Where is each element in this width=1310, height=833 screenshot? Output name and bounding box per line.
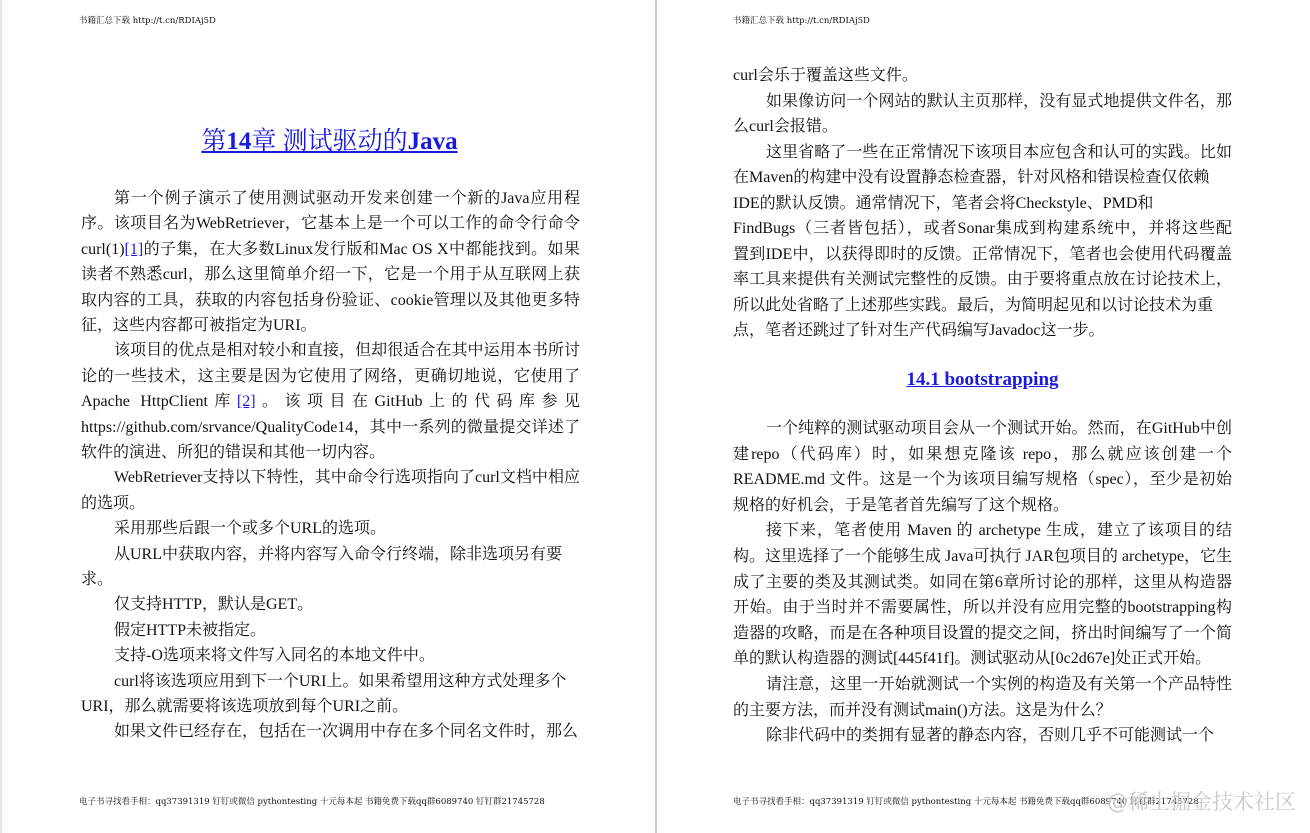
- text-segment: 假定HTTP未被指定。: [114, 621, 267, 639]
- section-heading[interactable]: 14.1 bootstrapping: [906, 369, 1059, 390]
- text-line: [114, 341, 580, 361]
- text-segment: 读者不熟悉curl，那么这里简单介绍一下，它是一个用于从互联网上获: [81, 266, 580, 284]
- text-line: [81, 392, 580, 412]
- text-line: [114, 545, 580, 565]
- text-segment: 请注意，这里一开始就测试一个实例的构造及有关第一个产品特性: [766, 676, 1232, 693]
- text-line: [733, 598, 1232, 618]
- chapter-title[interactable]: [2, 121, 657, 157]
- text-segment: 如果文件已经存在，包括在一次调用中存在多个同名文件时，那么: [114, 723, 579, 741]
- text-segment: 支持-O选项来将文件写入同名的本地文件中。: [114, 647, 435, 665]
- text-line: [733, 321, 1232, 341]
- text-line: [114, 595, 580, 615]
- footnote-link[interactable]: [1]: [124, 240, 144, 258]
- text-line: [81, 214, 580, 234]
- text-line: [766, 675, 1232, 695]
- text-segment: https://github.com/srvance/QualityCode14，其中一系列的微量提交详述了: [81, 418, 580, 436]
- page-header: 书籍汇总下载 http://t.cn/RDIAj5D: [733, 16, 870, 26]
- text-line: [81, 240, 580, 260]
- text-segment: 接下来，笔者使用 Maven 的 archetype 生成，建立了该项目的结: [766, 522, 1232, 540]
- text-segment: 么curl会报错。: [733, 118, 838, 135]
- title-number: 14: [226, 128, 252, 155]
- title-middle: 章 测试驱动的: [251, 128, 408, 155]
- text-line: [733, 547, 1232, 567]
- text-line: [733, 219, 1232, 239]
- text-segment: curl会乐于覆盖这些文件。: [733, 67, 918, 84]
- text-line: [114, 189, 580, 209]
- text-segment: 第一个例子演示了使用测试驱动开发来创建一个新的Java应用程: [114, 190, 580, 207]
- title-prefix: 第: [201, 128, 227, 155]
- text-segment: FindBugs（三者皆包括），或者Sonar集成到构建系统中，并将这些配: [733, 220, 1232, 237]
- text-line: [81, 265, 580, 285]
- text-line: [81, 367, 580, 387]
- text-line: [733, 649, 1232, 669]
- text-segment: 征，这些内容都可被指定为URI。: [81, 317, 317, 334]
- text-line: [114, 646, 580, 666]
- text-segment: 的主要方法，而并没有测试main()方法。这是为什么？: [733, 701, 1112, 719]
- text-line: [733, 168, 1232, 188]
- text-line: [733, 624, 1232, 644]
- text-segment: 规格的好机会，于是笔者首先编写了这个规格。: [733, 496, 1070, 514]
- text-segment: 造器的攻略，而是在各种项目设置的提交之间，挤出时间编写了一个简: [733, 624, 1232, 642]
- text-line: [766, 92, 1232, 112]
- text-segment: repo，那么就应该创建一个: [1016, 445, 1232, 463]
- text-line: [733, 66, 1232, 86]
- page-footer: 电子书寻找看手相：qq37391319 钉钉或微信 pythontesting 十元每本起 书籍免费下载qq群6089740 钉钉群21745728: [79, 797, 545, 807]
- text-line: [81, 443, 580, 463]
- text-line: [766, 419, 1232, 439]
- text-line: [81, 570, 580, 590]
- text-line: [733, 117, 1232, 137]
- text-line: [733, 245, 1232, 265]
- text-line: [114, 621, 580, 641]
- text-line: [766, 726, 1232, 746]
- text-line: [114, 722, 580, 742]
- text-line: [114, 468, 580, 488]
- watermark: @稀土掘金技术社区: [1107, 790, 1296, 814]
- text-line: [114, 672, 580, 692]
- text-line: [733, 445, 1232, 465]
- text-line: [733, 496, 1232, 516]
- text-line: [733, 470, 1232, 490]
- text-line: [733, 701, 1232, 721]
- text-segment: 在Maven的构建中没有设置静态检查器，针对风格和错误检查仅依赖: [733, 169, 1210, 186]
- text-segment: 成了主要的类及其测试类。如同在第6章所讨论的那样，这里从构造器: [733, 573, 1232, 591]
- text-segment: 该项目的优点是相对较小和直接，但却很适合在其中运用本书所讨: [114, 342, 580, 360]
- text-line: [766, 521, 1232, 541]
- text-line: [733, 573, 1232, 593]
- text-line: [81, 697, 580, 717]
- text-line: [81, 316, 580, 336]
- text-segment: WebRetriever支持以下特性，其中命令行选项指向了curl文档中相应: [114, 469, 580, 487]
- text-segment: curl将该选项应用到下一个URI上。如果希望用这种方式处理多个: [114, 672, 567, 690]
- text-segment: 所以此处省略了上述那些实践。最后，为简明起见和以讨论技术为重: [733, 296, 1214, 314]
- text-segment: 置到IDE中，以获得即时的反馈。正常情况下，笔者也会使用代码覆盖: [733, 245, 1232, 263]
- text-line: [81, 418, 580, 438]
- text-line: [733, 270, 1232, 290]
- text-line: [733, 194, 1232, 214]
- text-segment: 除非代码中的类拥有显著的静态内容，否则几乎不可能测试一个: [766, 727, 1215, 745]
- text-segment: 一个纯粹的测试驱动项目会从一个测试开始。然而，在GitHub中创: [766, 420, 1232, 437]
- text-segment: 论的一些技术，这主要是因为它使用了网络，更确切地说，它使用了: [81, 367, 580, 385]
- right-page: [657, 0, 1310, 833]
- text-segment: 序。该项目名为WebRetriever，它基本上是一个可以工作的命令行命令: [81, 215, 580, 233]
- text-segment: README.md 文件。这是一个为该项目编写规格（spec），至少是初始: [733, 471, 1232, 489]
- text-segment: 构。这里选择了一个能够生成 Java可执行 JAR包项目的 archetype，它生: [733, 548, 1233, 565]
- text-segment: 。该项目在GitHub上的代码库参见: [255, 393, 580, 411]
- text-segment: 采用那些后跟一个或多个URL的选项。: [114, 520, 387, 538]
- text-segment: 软件的演进、所犯的错误和其他一切内容。: [81, 444, 386, 461]
- text-segment: 点，笔者还跳过了针对生产代码编写Javadoc这一步。: [733, 322, 1105, 339]
- text-segment: 的子集，在大多数Linux发行版和Mac OS X中都能找到。如果: [143, 240, 580, 258]
- text-segment: 仅支持HTTP，默认是GET。: [114, 596, 314, 614]
- text-segment: 开始。由于当时并不需要属性，所以并没有应用完整的bootstrapping构: [733, 599, 1232, 617]
- text-segment: 的选项。: [81, 494, 146, 512]
- text-segment: URI，那么就需要将该选项放到每个URI之前。: [81, 698, 409, 715]
- title-java: Java: [407, 128, 458, 155]
- text-segment: 从URL中获取内容，并将内容写入命令行终端，除非选项另有要: [114, 545, 563, 563]
- text-line: [81, 494, 580, 514]
- text-segment: 率工具来提供有关测试完整性的反馈。由于要将重点放在讨论技术上，: [733, 271, 1232, 288]
- text-segment: IDE的默认反馈。通常情况下，笔者会将Checkstyle、PMD和: [733, 194, 1154, 212]
- text-line: [766, 143, 1232, 163]
- page-header: 书籍汇总下载 http://t.cn/RDIAj5D: [79, 16, 216, 26]
- text-line: [114, 519, 580, 539]
- page-footer: 电子书寻找看手相：qq37391319 钉钉或微信 pythontesting 十元每本起 书籍免费下载qq群6089740 钉钉群21745728: [733, 797, 1199, 807]
- text-segment: 求。: [81, 571, 114, 588]
- footnote-link[interactable]: [2]: [236, 393, 256, 411]
- text-segment: 单的默认构造器的测试[445f41f]。测试驱动从[0c2d67e]处正式开始。: [733, 650, 1212, 668]
- text-segment: Apache: [81, 393, 130, 411]
- text-segment: 这里省略了一些在正常情况下该项目本应包含和认可的实践。比如: [766, 143, 1232, 161]
- text-line: [733, 296, 1232, 316]
- text-segment: curl(1): [81, 240, 125, 258]
- text-segment: 建repo（代码库）时，如果想克隆该: [733, 445, 1017, 463]
- text-line: [81, 291, 580, 311]
- text-segment: 取内容的工具，获取的内容包括身份验证、cookie管理以及其他更多特: [81, 291, 580, 309]
- text-segment: HttpClient库: [129, 393, 237, 411]
- text-segment: 如果像访问一个网站的默认主页那样，没有显式地提供文件名，那: [766, 92, 1232, 110]
